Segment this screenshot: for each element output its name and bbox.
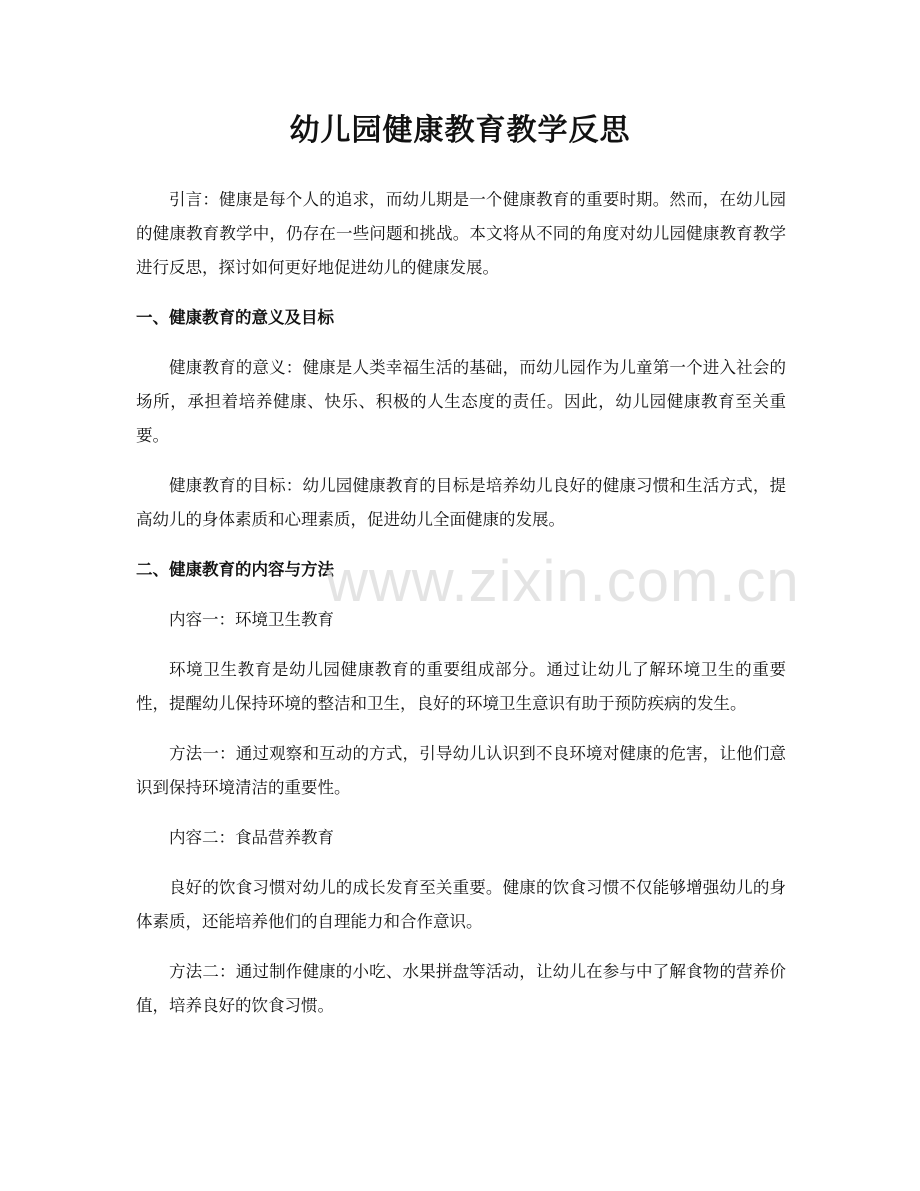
paragraph-goal: 健康教育的目标：幼儿园健康教育的目标是培养幼儿良好的健康习惯和生活方式，提高幼儿的身体素质和心理素质，促进幼儿全面健康的发展。	[136, 476, 786, 529]
watermark: www.zixin.com.cn	[326, 549, 800, 614]
paragraph-method-2: 方法二：通过制作健康的小吃、水果拼盘等活动，让幼儿在参与中了解食物的营养价值，培养良好的饮食习惯。	[136, 962, 786, 1015]
section-heading-1: 一、健康教育的意义及目标	[136, 308, 334, 327]
paragraph-nutrition: 良好的饮食习惯对幼儿的成长发育至关重要。健康的饮食习惯不仅能够增强幼儿的身体素质，还能培养他们的自理能力和合作意识。	[136, 878, 786, 931]
paragraph-method-1: 方法一：通过观察和互动的方式，引导幼儿认识到不良环境对健康的危害，让他们意识到保持环境清洁的重要性。	[136, 744, 786, 797]
paragraph-content-2: 内容二：食品营养教育	[169, 828, 334, 847]
section-heading-2: 二、健康教育的内容与方法	[136, 560, 334, 579]
paragraph-meaning: 健康教育的意义：健康是人类幸福生活的基础，而幼儿园作为儿童第一个进入社会的场所，承担着培养健康、快乐、积极的人生态度的责任。因此，幼儿园健康教育至关重要。	[136, 358, 786, 445]
paragraph-content-1: 内容一：环境卫生教育	[169, 610, 334, 629]
document-body	[136, 183, 786, 1039]
intro-paragraph: 引言：健康是每个人的追求，而幼儿期是一个健康教育的重要时期。然而，在幼儿园的健康教育教学中，仍存在一些问题和挑战。本文将从不同的角度对幼儿园健康教育教学进行反思，探讨如何更好地促进幼儿的健康发展。	[136, 190, 786, 277]
paragraph-environment: 环境卫生教育是幼儿园健康教育的重要组成部分。通过让幼儿了解环境卫生的重要性，提醒幼儿保持环境的整洁和卫生，良好的环境卫生意识有助于预防疾病的发生。	[136, 660, 786, 713]
document-title: 幼儿园健康教育教学反思	[289, 113, 631, 148]
